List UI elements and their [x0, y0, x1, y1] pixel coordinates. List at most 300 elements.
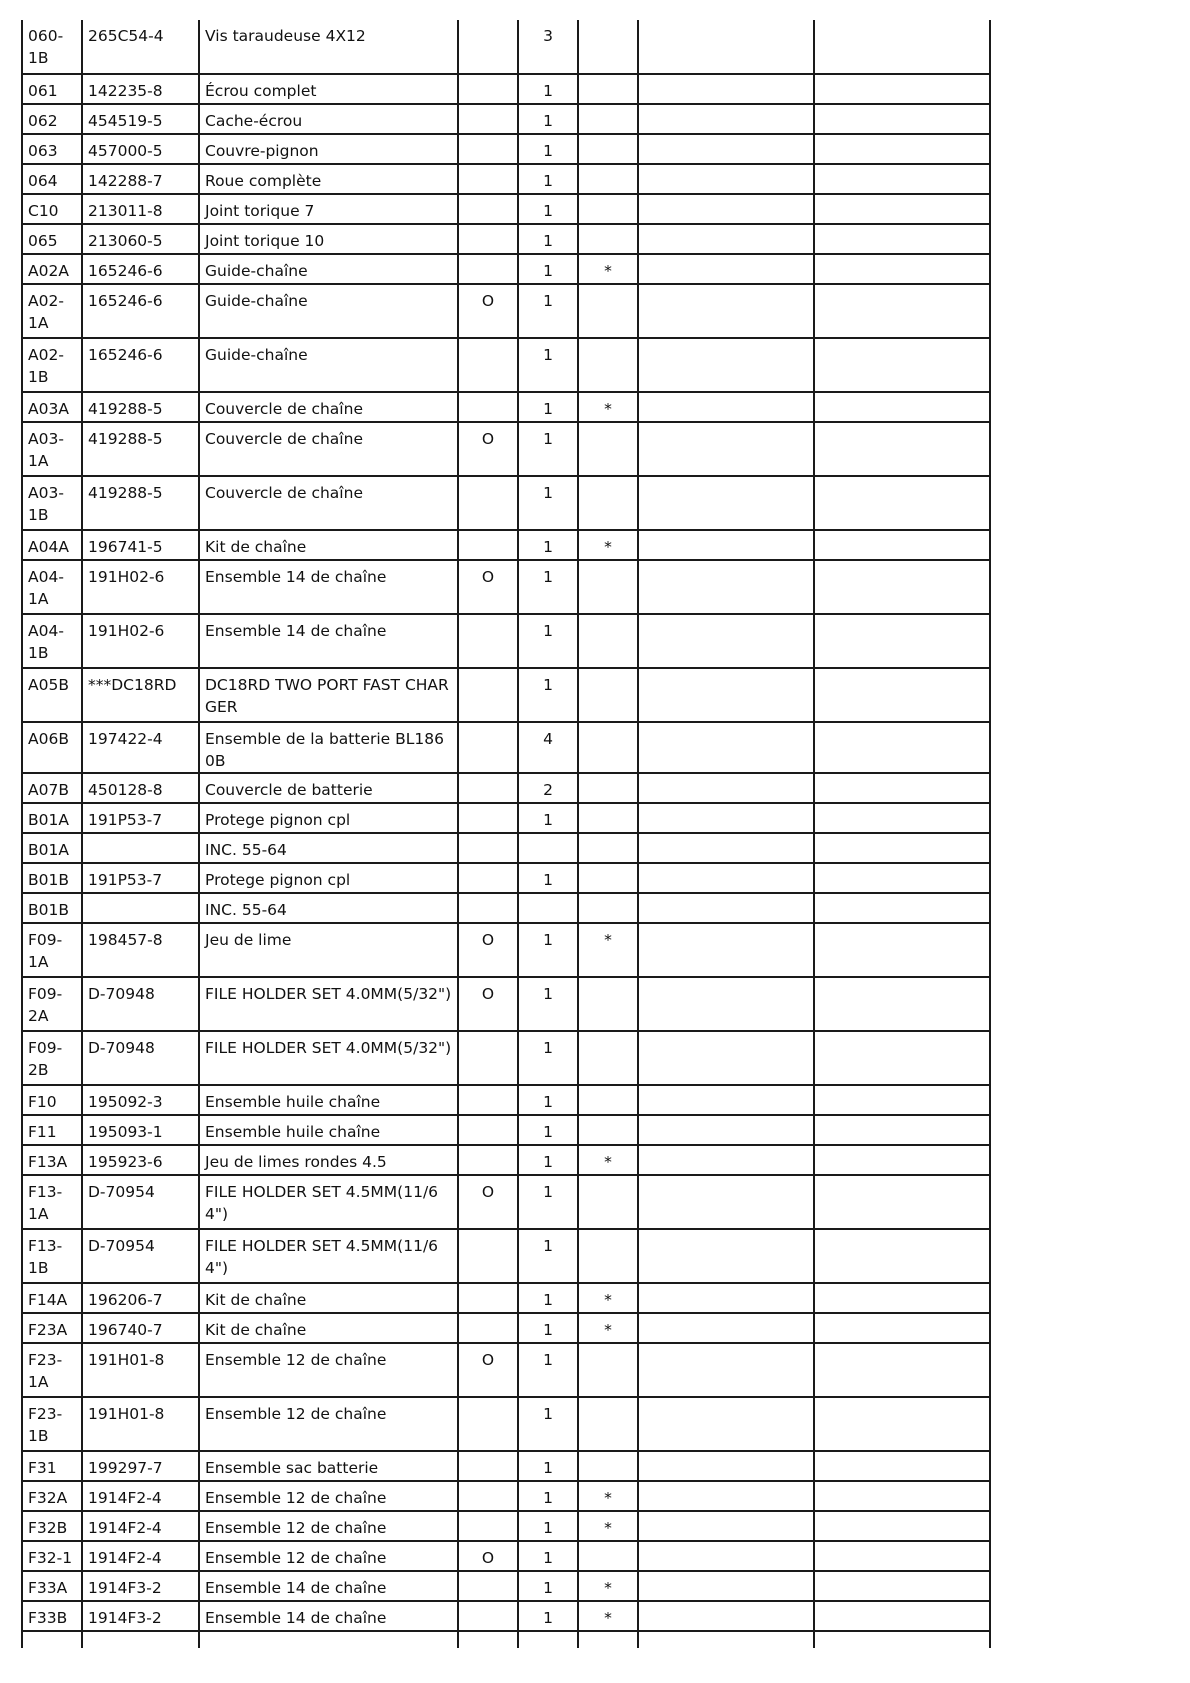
empty-cell — [638, 1571, 814, 1601]
quantity-cell: 1 — [518, 1511, 578, 1541]
star-mark-cell — [578, 773, 638, 803]
empty-cell — [638, 1451, 814, 1481]
part-number-cell: 196741-5 — [82, 530, 199, 560]
table-row — [22, 224, 990, 254]
empty-cell — [814, 1481, 990, 1511]
quantity-cell: 1 — [518, 224, 578, 254]
empty-cell — [638, 1085, 814, 1115]
star-mark-cell — [578, 977, 638, 1031]
empty-cell — [638, 923, 814, 977]
option-mark-cell — [458, 134, 518, 164]
reference-cell: A02A — [22, 254, 82, 284]
empty-cell — [814, 722, 990, 773]
empty-cell — [638, 254, 814, 284]
option-mark-cell — [458, 476, 518, 530]
reference-cell: F14A — [22, 1283, 82, 1313]
quantity-cell: 1 — [518, 803, 578, 833]
part-number-cell: 196740-7 — [82, 1313, 199, 1343]
reference-cell: F10 — [22, 1085, 82, 1115]
reference-cell: F13A — [22, 1145, 82, 1175]
quantity-cell: 4 — [518, 722, 578, 773]
empty-cell — [814, 104, 990, 134]
quantity-cell: 1 — [518, 476, 578, 530]
empty-cell — [638, 803, 814, 833]
part-number-cell: 265C54-4 — [82, 20, 199, 74]
part-number-cell: 1914F3-2 — [82, 1601, 199, 1631]
star-mark-cell — [578, 284, 638, 338]
empty-cell — [814, 476, 990, 530]
empty-cell — [814, 338, 990, 392]
table-row — [22, 284, 990, 338]
quantity-cell: 1 — [518, 863, 578, 893]
part-number-cell: 191H01-8 — [82, 1397, 199, 1451]
description-cell: Kit de chaîne — [199, 1313, 458, 1343]
description-cell: Couvre-pignon — [199, 134, 458, 164]
description-cell: Ensemble huile chaîne — [199, 1115, 458, 1145]
empty-cell — [638, 1601, 814, 1631]
quantity-cell: 1 — [518, 422, 578, 476]
part-number-cell — [82, 893, 199, 923]
option-mark-cell — [458, 1085, 518, 1115]
reference-cell: 065 — [22, 224, 82, 254]
reference-cell: 064 — [22, 164, 82, 194]
parts-table — [21, 20, 991, 1648]
reference-cell: F09-2A — [22, 977, 82, 1031]
part-number-cell — [82, 833, 199, 863]
quantity-cell: 1 — [518, 134, 578, 164]
empty-cell — [638, 338, 814, 392]
table-row — [22, 1541, 990, 1571]
table-row — [22, 977, 990, 1031]
quantity-cell: 1 — [518, 1145, 578, 1175]
star-mark-cell — [578, 833, 638, 863]
table-row — [22, 1031, 990, 1085]
star-mark-cell — [578, 722, 638, 773]
option-mark-cell — [458, 893, 518, 923]
quantity-cell: 1 — [518, 1229, 578, 1283]
star-mark-cell: * — [578, 923, 638, 977]
quantity-cell: 1 — [518, 530, 578, 560]
part-number-cell: 195923-6 — [82, 1145, 199, 1175]
option-mark-cell: O — [458, 923, 518, 977]
table-row — [22, 1571, 990, 1601]
part-number-cell: 165246-6 — [82, 254, 199, 284]
quantity-cell: 1 — [518, 104, 578, 134]
reference-cell: 063 — [22, 134, 82, 164]
option-mark-cell — [458, 74, 518, 104]
part-number-cell: 454519-5 — [82, 104, 199, 134]
star-mark-cell — [578, 614, 638, 668]
table-row — [22, 1511, 990, 1541]
description-cell: FILE HOLDER SET 4.0MM(5/32") — [199, 1031, 458, 1085]
part-number-cell: 450128-8 — [82, 773, 199, 803]
part-number-cell: 191H01-8 — [82, 1343, 199, 1397]
part-number-cell: 195093-1 — [82, 1115, 199, 1145]
star-mark-cell: * — [578, 1571, 638, 1601]
option-mark-cell — [458, 164, 518, 194]
empty-cell — [638, 1397, 814, 1451]
empty-cell — [814, 863, 990, 893]
empty-cell — [814, 803, 990, 833]
empty-cell — [814, 224, 990, 254]
quantity-cell: 1 — [518, 668, 578, 722]
empty-cell — [814, 194, 990, 224]
star-mark-cell: * — [578, 1313, 638, 1343]
table-row — [22, 1343, 990, 1397]
quantity-cell: 1 — [518, 1313, 578, 1343]
reference-cell: F23A — [22, 1313, 82, 1343]
quantity-cell: 1 — [518, 1115, 578, 1145]
empty-cell — [578, 1631, 638, 1648]
description-cell: Couvercle de batterie — [199, 773, 458, 803]
option-mark-cell — [458, 803, 518, 833]
empty-cell — [638, 1229, 814, 1283]
table-row — [22, 863, 990, 893]
empty-cell — [638, 722, 814, 773]
part-number-cell: 165246-6 — [82, 338, 199, 392]
option-mark-cell — [458, 104, 518, 134]
reference-cell: F13-1B — [22, 1229, 82, 1283]
option-mark-cell: O — [458, 1541, 518, 1571]
empty-cell — [814, 1031, 990, 1085]
table-row — [22, 422, 990, 476]
table-row — [22, 1283, 990, 1313]
table-row — [22, 530, 990, 560]
empty-cell — [638, 863, 814, 893]
empty-cell — [814, 530, 990, 560]
star-mark-cell — [578, 803, 638, 833]
empty-cell — [638, 1343, 814, 1397]
table-row — [22, 614, 990, 668]
description-cell: Protege pignon cpl — [199, 863, 458, 893]
part-number-cell: 197422-4 — [82, 722, 199, 773]
description-cell: INC. 55-64 — [199, 833, 458, 863]
reference-cell: A05B — [22, 668, 82, 722]
reference-cell: A03A — [22, 392, 82, 422]
empty-cell — [638, 194, 814, 224]
empty-cell — [814, 1397, 990, 1451]
reference-cell: F09-2B — [22, 1031, 82, 1085]
option-mark-cell: O — [458, 284, 518, 338]
star-mark-cell: * — [578, 392, 638, 422]
reference-cell: F23-1A — [22, 1343, 82, 1397]
empty-cell — [458, 1631, 518, 1648]
star-mark-cell — [578, 422, 638, 476]
description-cell: Ensemble 12 de chaîne — [199, 1343, 458, 1397]
table-row — [22, 560, 990, 614]
description-cell: Ensemble 14 de chaîne — [199, 614, 458, 668]
part-number-cell: 1914F3-2 — [82, 1571, 199, 1601]
description-cell: Ensemble 12 de chaîne — [199, 1397, 458, 1451]
option-mark-cell: O — [458, 1343, 518, 1397]
option-mark-cell: O — [458, 560, 518, 614]
empty-cell — [814, 1145, 990, 1175]
star-mark-cell — [578, 164, 638, 194]
description-cell: Guide-chaîne — [199, 254, 458, 284]
empty-cell — [814, 1541, 990, 1571]
empty-cell — [814, 923, 990, 977]
quantity-cell: 1 — [518, 1481, 578, 1511]
empty-cell — [814, 20, 990, 74]
table-row — [22, 1601, 990, 1631]
option-mark-cell — [458, 530, 518, 560]
table-row — [22, 20, 990, 74]
option-mark-cell — [458, 254, 518, 284]
empty-cell — [814, 74, 990, 104]
star-mark-cell: * — [578, 1601, 638, 1631]
part-number-cell: D-70954 — [82, 1175, 199, 1229]
quantity-cell: 1 — [518, 194, 578, 224]
empty-cell — [638, 1481, 814, 1511]
reference-cell: B01A — [22, 833, 82, 863]
table-row — [22, 164, 990, 194]
quantity-cell: 1 — [518, 164, 578, 194]
star-mark-cell — [578, 74, 638, 104]
quantity-cell: 1 — [518, 1571, 578, 1601]
empty-cell — [638, 1175, 814, 1229]
reference-cell: F32A — [22, 1481, 82, 1511]
reference-cell: F13-1A — [22, 1175, 82, 1229]
empty-cell — [638, 1115, 814, 1145]
quantity-cell: 2 — [518, 773, 578, 803]
empty-cell — [814, 1571, 990, 1601]
empty-cell — [638, 614, 814, 668]
option-mark-cell — [458, 1601, 518, 1631]
star-mark-cell: * — [578, 1511, 638, 1541]
star-mark-cell — [578, 104, 638, 134]
option-mark-cell: O — [458, 422, 518, 476]
part-number-cell: 1914F2-4 — [82, 1541, 199, 1571]
reference-cell: F33A — [22, 1571, 82, 1601]
option-mark-cell — [458, 194, 518, 224]
empty-cell — [814, 164, 990, 194]
option-mark-cell — [458, 392, 518, 422]
empty-cell — [814, 1631, 990, 1648]
quantity-cell: 1 — [518, 1397, 578, 1451]
description-cell: FILE HOLDER SET 4.5MM(11/64") — [199, 1175, 458, 1229]
table-row — [22, 923, 990, 977]
option-mark-cell: O — [458, 977, 518, 1031]
description-cell: Kit de chaîne — [199, 530, 458, 560]
table-row — [22, 773, 990, 803]
empty-cell — [814, 614, 990, 668]
option-mark-cell — [458, 722, 518, 773]
reference-cell: A04-1B — [22, 614, 82, 668]
star-mark-cell — [578, 1085, 638, 1115]
reference-cell: F31 — [22, 1451, 82, 1481]
description-cell: Ensemble 14 de chaîne — [199, 560, 458, 614]
empty-cell — [638, 1631, 814, 1648]
quantity-cell: 1 — [518, 1175, 578, 1229]
part-number-cell: 419288-5 — [82, 476, 199, 530]
reference-cell: 062 — [22, 104, 82, 134]
empty-cell — [814, 977, 990, 1031]
option-mark-cell — [458, 1229, 518, 1283]
empty-cell — [638, 284, 814, 338]
part-number-cell: ***DC18RD — [82, 668, 199, 722]
table-row — [22, 1481, 990, 1511]
part-number-cell: 142235-8 — [82, 74, 199, 104]
reference-cell: 060-1B — [22, 20, 82, 74]
table-row — [22, 1115, 990, 1145]
empty-cell — [814, 1313, 990, 1343]
description-cell: Couvercle de chaîne — [199, 476, 458, 530]
option-mark-cell: O — [458, 1175, 518, 1229]
part-number-cell: D-70948 — [82, 1031, 199, 1085]
reference-cell: A07B — [22, 773, 82, 803]
quantity-cell: 1 — [518, 338, 578, 392]
table-row — [22, 1397, 990, 1451]
option-mark-cell — [458, 1031, 518, 1085]
quantity-cell: 1 — [518, 1031, 578, 1085]
part-number-cell: 191H02-6 — [82, 560, 199, 614]
empty-cell — [814, 668, 990, 722]
option-mark-cell — [458, 1145, 518, 1175]
reference-cell: F09-1A — [22, 923, 82, 977]
empty-cell — [638, 1511, 814, 1541]
empty-cell — [814, 1511, 990, 1541]
description-cell: Ensemble 12 de chaîne — [199, 1541, 458, 1571]
description-cell: DC18RD TWO PORT FAST CHARGER — [199, 668, 458, 722]
part-number-cell: 457000-5 — [82, 134, 199, 164]
description-cell: Couvercle de chaîne — [199, 422, 458, 476]
table-row — [22, 74, 990, 104]
description-cell: Ensemble 12 de chaîne — [199, 1511, 458, 1541]
part-number-cell: 191P53-7 — [82, 803, 199, 833]
description-cell: Ensemble de la batterie BL1860B — [199, 722, 458, 773]
empty-cell — [814, 392, 990, 422]
part-number-cell: 195092-3 — [82, 1085, 199, 1115]
star-mark-cell — [578, 1115, 638, 1145]
table-row — [22, 104, 990, 134]
option-mark-cell — [458, 338, 518, 392]
description-cell: Écrou complet — [199, 74, 458, 104]
star-mark-cell: * — [578, 1481, 638, 1511]
quantity-cell: 1 — [518, 1085, 578, 1115]
star-mark-cell — [578, 476, 638, 530]
option-mark-cell — [458, 773, 518, 803]
empty-cell — [638, 668, 814, 722]
description-cell: Ensemble 14 de chaîne — [199, 1601, 458, 1631]
quantity-cell — [518, 893, 578, 923]
empty-cell — [814, 134, 990, 164]
empty-cell — [638, 164, 814, 194]
star-mark-cell — [578, 338, 638, 392]
empty-cell — [82, 1631, 199, 1648]
quantity-cell: 1 — [518, 284, 578, 338]
option-mark-cell — [458, 1313, 518, 1343]
star-mark-cell — [578, 1397, 638, 1451]
empty-cell — [814, 1283, 990, 1313]
table-row — [22, 668, 990, 722]
reference-cell: A02-1A — [22, 284, 82, 338]
description-cell: Cache-écrou — [199, 104, 458, 134]
option-mark-cell — [458, 1397, 518, 1451]
empty-cell — [638, 1541, 814, 1571]
empty-cell — [814, 284, 990, 338]
description-cell: Jeu de lime — [199, 923, 458, 977]
table-row — [22, 1313, 990, 1343]
quantity-cell: 1 — [518, 74, 578, 104]
star-mark-cell — [578, 863, 638, 893]
star-mark-cell — [578, 1343, 638, 1397]
reference-cell: A04-1A — [22, 560, 82, 614]
part-number-cell: 199297-7 — [82, 1451, 199, 1481]
empty-cell — [638, 422, 814, 476]
empty-cell — [814, 1229, 990, 1283]
option-mark-cell — [458, 614, 518, 668]
reference-cell: A02-1B — [22, 338, 82, 392]
part-number-cell: 1914F2-4 — [82, 1511, 199, 1541]
empty-cell — [814, 1601, 990, 1631]
empty-cell — [518, 1631, 578, 1648]
table-row — [22, 833, 990, 863]
empty-cell — [814, 560, 990, 614]
empty-cell — [638, 1313, 814, 1343]
star-mark-cell — [578, 1031, 638, 1085]
quantity-cell: 1 — [518, 1451, 578, 1481]
description-cell: Vis taraudeuse 4X12 — [199, 20, 458, 74]
reference-cell: F33B — [22, 1601, 82, 1631]
quantity-cell: 1 — [518, 614, 578, 668]
option-mark-cell — [458, 1481, 518, 1511]
empty-cell — [638, 224, 814, 254]
table-row-continued — [22, 1631, 990, 1648]
empty-cell — [638, 560, 814, 614]
quantity-cell: 1 — [518, 1343, 578, 1397]
table-row — [22, 254, 990, 284]
star-mark-cell — [578, 194, 638, 224]
empty-cell — [638, 104, 814, 134]
table-row — [22, 1085, 990, 1115]
star-mark-cell — [578, 1229, 638, 1283]
description-cell: INC. 55-64 — [199, 893, 458, 923]
star-mark-cell — [578, 1541, 638, 1571]
part-number-cell: D-70954 — [82, 1229, 199, 1283]
empty-cell — [638, 977, 814, 1031]
empty-cell — [638, 476, 814, 530]
option-mark-cell — [458, 1115, 518, 1145]
quantity-cell: 3 — [518, 20, 578, 74]
option-mark-cell — [458, 1283, 518, 1313]
option-mark-cell — [458, 1511, 518, 1541]
star-mark-cell: * — [578, 1283, 638, 1313]
part-number-cell: 191H02-6 — [82, 614, 199, 668]
reference-cell: F32B — [22, 1511, 82, 1541]
quantity-cell: 1 — [518, 1283, 578, 1313]
option-mark-cell — [458, 833, 518, 863]
table-row — [22, 194, 990, 224]
empty-cell — [814, 1343, 990, 1397]
empty-cell — [638, 773, 814, 803]
quantity-cell: 1 — [518, 1601, 578, 1631]
reference-cell: F32-1 — [22, 1541, 82, 1571]
star-mark-cell: * — [578, 1145, 638, 1175]
table-row — [22, 392, 990, 422]
table-row — [22, 1175, 990, 1229]
empty-cell — [638, 893, 814, 923]
description-cell: Guide-chaîne — [199, 338, 458, 392]
table-row — [22, 1229, 990, 1283]
star-mark-cell — [578, 1175, 638, 1229]
part-number-cell: 165246-6 — [82, 284, 199, 338]
empty-cell — [814, 1085, 990, 1115]
description-cell: Joint torique 7 — [199, 194, 458, 224]
part-number-cell: 1914F2-4 — [82, 1481, 199, 1511]
reference-cell: B01B — [22, 893, 82, 923]
quantity-cell: 1 — [518, 392, 578, 422]
description-cell: FILE HOLDER SET 4.5MM(11/64") — [199, 1229, 458, 1283]
